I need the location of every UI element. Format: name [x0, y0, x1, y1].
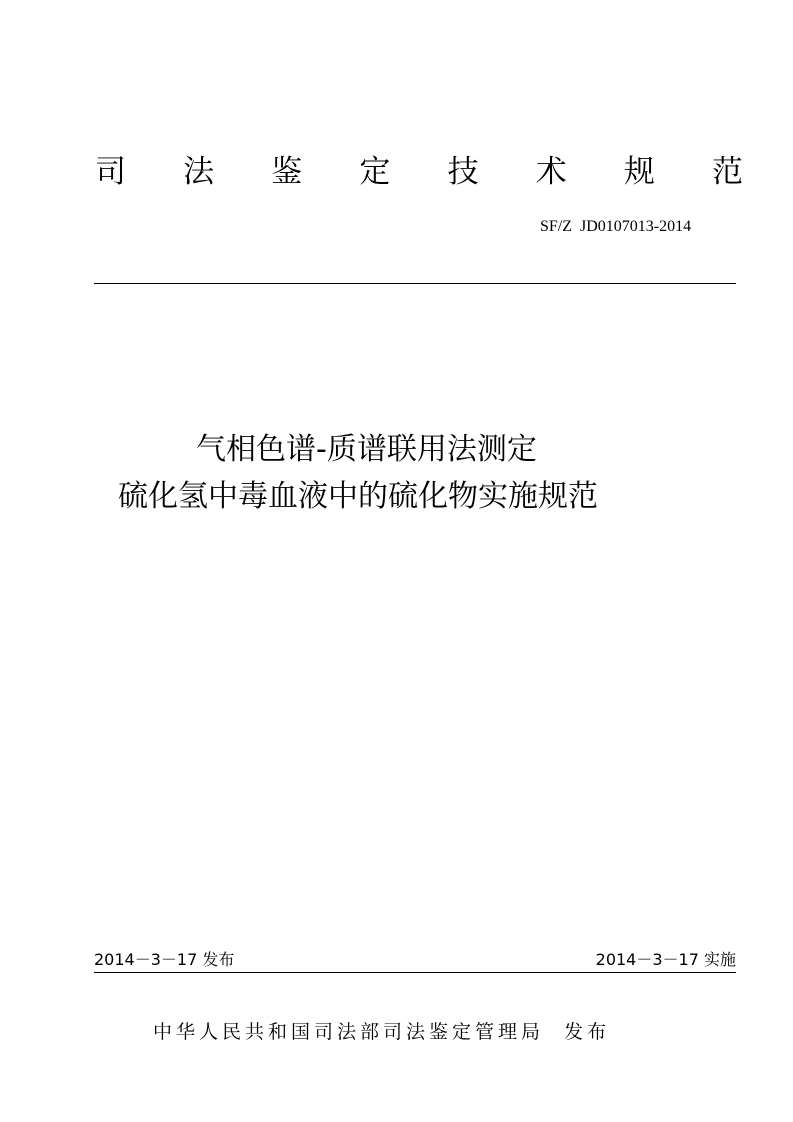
category-char: 技 — [447, 154, 479, 190]
category-char: 规 — [623, 154, 655, 190]
category-char: 法 — [183, 154, 215, 190]
category-char: 术 — [535, 154, 567, 190]
category-char: 鉴 — [271, 154, 303, 190]
document-title-line-2: 硫化氢中毒血液中的硫化物实施规范 — [118, 479, 598, 514]
header-divider — [94, 283, 736, 284]
footer-divider — [94, 972, 736, 973]
category-char: 司 — [95, 154, 126, 190]
category-char: 定 — [359, 154, 391, 190]
date-row — [94, 949, 736, 971]
effective-date: 2014－3－17 实施 — [595, 950, 736, 969]
standard-category-title — [95, 150, 743, 194]
document-title-line-1: 气相色谱-质谱联用法测定 — [196, 432, 537, 467]
publish-date: 2014－3－17 发布 — [94, 950, 235, 969]
category-char: 范 — [711, 154, 743, 190]
document-number: SF/Z JD0107013-2014 — [540, 218, 692, 235]
issuing-authority: 中华人民共和国司法部司法鉴定管理局 发布 — [153, 1021, 611, 1043]
